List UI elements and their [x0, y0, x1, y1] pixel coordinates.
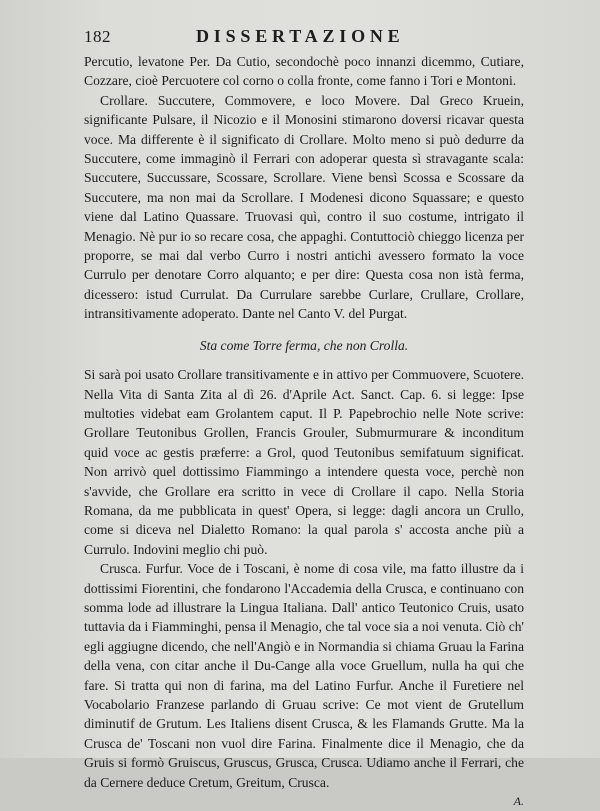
running-title: DISSERTAZIONE: [196, 26, 405, 46]
paragraph-crollare: Crollare. Succutere, Commovere, e loco Movere. Dal Greco Kruein, significante Pulsare, il Nicozio e il Monosini stimarono doversi ricavar questa voce. Ma differente è il significato di Crollare. Molto meno si può dedurre da Succutere, come immaginò il Ferrari con adoperar questa sì stravagante scala: Succutere, Succussare, Scossare, Scrollare. Viene bensì Scossa e Scossare da Succutere, ma non mai da Scrollare. I Modenesi dicono Squassare; e questo viene dal Latino Quassare. Truovasi quì, contro il suo costume, intrigato il Menagio. Nè pur io so recare cosa, che appaghi. Contuttociò chieggo licenza per proporre, se mai dal verbo Curro i nostri antichi avessero formato la voce Currulo per denotare Corro alquanto; e per dire: Questa cosa non istà ferma, dicessero: istud Currulat. Da Currulare sarebbe Curlare, Crullare, Crollare, intransitivamente adoperato. Dante nel Canto V. del Purgat.: [84, 92, 524, 322]
signature-mark: A.: [513, 794, 524, 809]
body-text: [84, 52, 524, 811]
dante-verse-quote: Sta come Torre ferma, che non Crolla.: [199, 337, 409, 353]
page-header: [84, 24, 524, 50]
paragraph-crollare-transitive: Si sarà poi usato Crollare transitivamente e in attivo per Commuovere, Scuotere. Nella Vita di Santa Zita al dì 26. d'Aprile Act. Sanct. Cap. 6. si legge: Ipse multoties videbat eam Grolantem caput. Il P. Papebrochio nelle Note scrive: Grollare Teutonibus Grollen, Francis Grouler, Submurmurare & inconditum quid voce ac gestis præferre: a Grol, quod Teutonibus semifatuum significat. Non arrivò quel dottissimo Fiammingo a intendere questa voce, perchè non s'avvide, che Grollare era scritto in vece di Crollare il capo. Nella Storia Romana, da me pubblicata in quest' Opera, si legge: dagli ancora un Crullo, come si diceva nel Dialetto Romano: la qual parola s' accosta anche più a Currulo. Indovini meglio chi può.: [84, 367, 524, 557]
paragraph-percutio: Percutio, levatone Per. Da Cutio, secondochè poco innanzi dicemmo, Cutiare, Cozzare, cioè Percuotere col corno o colla fronte, come fanno i Tori e Montoni.: [84, 54, 524, 89]
page-number: 182: [84, 27, 111, 46]
paragraph-crusca: Crusca. Furfur. Voce de i Toscani, è nome di cosa vile, ma fatto illustre da i dottissimi Fiorentini, che fondarono l'Accademia della Crusca, e continuano con somma lode ad illustrare la Lingua Italiana. Dall' antico Teutonico Cruis, usato tuttavia da i Fiamminghi, pensa il Menagio, che tal voce sia a noi venuta. Ciò ch' egli aggiugne dicendo, che nell'Angiò e in Normandia si chiama Gruau la Farina della vena, con citar anche il Du-Cange alla voce Gruellum, nulla ha qui che fare. Si tratta qui non di farina, ma del Latino Furfur. Anche il Furetiere nel Vocabolario Franzese parlando di Gruau scrive: Ce mot vient de Grutellum diminutif de Grutum. Les Italiens disent Crusca, & les Flamands Grutte. Ma la Crusca de' Toscani non vuol dire Farina. Finalmente dice il Menagio, che da Gruis si formò Gruiscus, Gruscus, Grusca, Crusca. Udiamo anche il Ferrari, che da Cernere deduce Cretum, Greitum, Crusca.: [84, 561, 524, 790]
